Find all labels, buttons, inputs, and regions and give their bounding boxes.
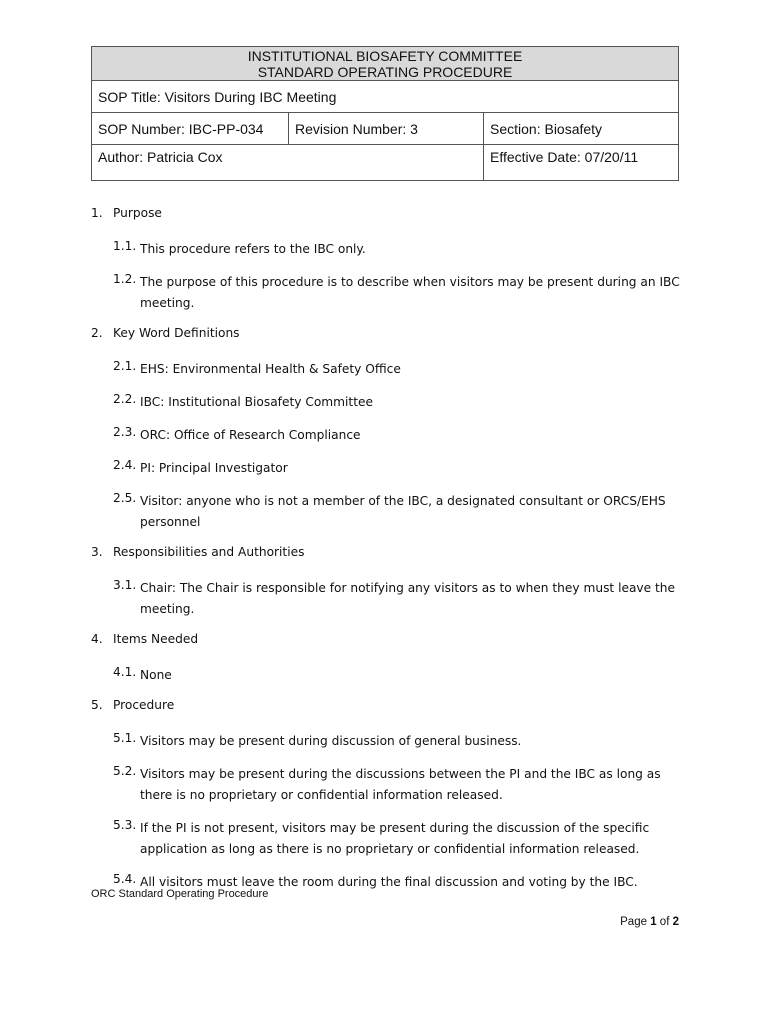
sop-header-table [91, 46, 679, 181]
list-item [113, 359, 691, 380]
item-number: 2.3. [113, 425, 137, 439]
item-number: 5.1. [113, 731, 137, 745]
sop-number: SOP Number: IBC-PP-034 [92, 113, 289, 145]
section-title: Procedure [113, 698, 175, 712]
list-item [113, 272, 691, 314]
section-title: Responsibilities and Authorities [113, 545, 305, 559]
section-label: Section: Biosafety [484, 113, 679, 145]
item-number: 4.1. [113, 665, 137, 679]
page-total: 2 [672, 916, 679, 928]
item-number: 5.4. [113, 872, 137, 886]
list-item [113, 458, 691, 479]
item-text: EHS: Environmental Health & Safety Office [140, 362, 401, 376]
item-text: Visitors may be present during discussion of general business. [140, 734, 522, 748]
section-number: 1. [91, 206, 103, 220]
section-heading [91, 206, 691, 239]
list-item [113, 764, 691, 806]
item-number: 3.1. [113, 578, 137, 592]
item-number: 1.2. [113, 272, 137, 286]
section [91, 632, 691, 686]
section-number: 2. [91, 326, 103, 340]
sop-title: SOP Title: Visitors During IBC Meeting [92, 81, 679, 113]
revision-number: Revision Number: 3 [289, 113, 484, 145]
item-text: IBC: Institutional Biosafety Committee [140, 395, 373, 409]
item-number: 2.2. [113, 392, 137, 406]
item-number: 1.1. [113, 239, 137, 253]
item-text: PI: Principal Investigator [140, 461, 288, 475]
section-number: 3. [91, 545, 103, 559]
section-number: 4. [91, 632, 103, 646]
item-text: Visitor: anyone who is not a member of the IBC, a designated consultant or ORCS/EHS personnel [140, 494, 666, 529]
item-number: 5.2. [113, 764, 137, 778]
committee-name: INSTITUTIONAL BIOSAFETY COMMITTEE [247, 47, 523, 64]
page-of: of [656, 916, 673, 928]
section [91, 206, 691, 314]
page-prefix: Page [620, 916, 651, 928]
list-item [113, 665, 691, 686]
section-heading [91, 545, 691, 578]
section-number: 5. [91, 698, 103, 712]
item-text: The purpose of this procedure is to describe when visitors may be present during an IBC meeting. [140, 275, 680, 310]
section-title: Key Word Definitions [113, 326, 240, 340]
item-text: None [140, 668, 172, 682]
section-heading [91, 632, 691, 665]
section [91, 698, 691, 893]
list-item [113, 578, 691, 620]
author: Author: Patricia Cox [92, 145, 484, 181]
page-current: 1 [650, 916, 657, 928]
section-heading [91, 326, 691, 359]
list-item [113, 392, 691, 413]
header-title-cell [92, 47, 679, 81]
item-text: Visitors may be present during the discussions between the PI and the IBC as long as there is no proprietary or confidential information released. [140, 767, 661, 802]
item-number: 2.5. [113, 491, 137, 505]
effective-date: Effective Date: 07/20/11 [484, 145, 679, 181]
document-body [91, 206, 691, 905]
document-type: STANDARD OPERATING PROCEDURE [257, 63, 513, 80]
item-text: If the PI is not present, visitors may be present during the discussion of the specific application as long as there is no proprietary or confidential information released. [140, 821, 650, 856]
item-text: Chair: The Chair is responsible for notifying any visitors as to when they must leave the meeting. [140, 581, 676, 616]
item-text: This procedure refers to the IBC only. [140, 242, 366, 256]
item-text: ORC: Office of Research Compliance [140, 428, 361, 442]
footer-text: ORC Standard Operating Procedure [91, 888, 269, 900]
list-item [113, 239, 691, 260]
list-item [113, 731, 691, 752]
page-number [620, 916, 679, 928]
list-item [113, 491, 691, 533]
item-number: 2.4. [113, 458, 137, 472]
section-title: Items Needed [113, 632, 199, 646]
list-item [113, 818, 691, 860]
section-title: Purpose [113, 206, 162, 220]
section [91, 326, 691, 533]
item-text: All visitors must leave the room during the final discussion and voting by the IBC. [140, 875, 638, 889]
item-number: 2.1. [113, 359, 137, 373]
section [91, 545, 691, 620]
list-item [113, 425, 691, 446]
item-number: 5.3. [113, 818, 137, 832]
section-heading [91, 698, 691, 731]
